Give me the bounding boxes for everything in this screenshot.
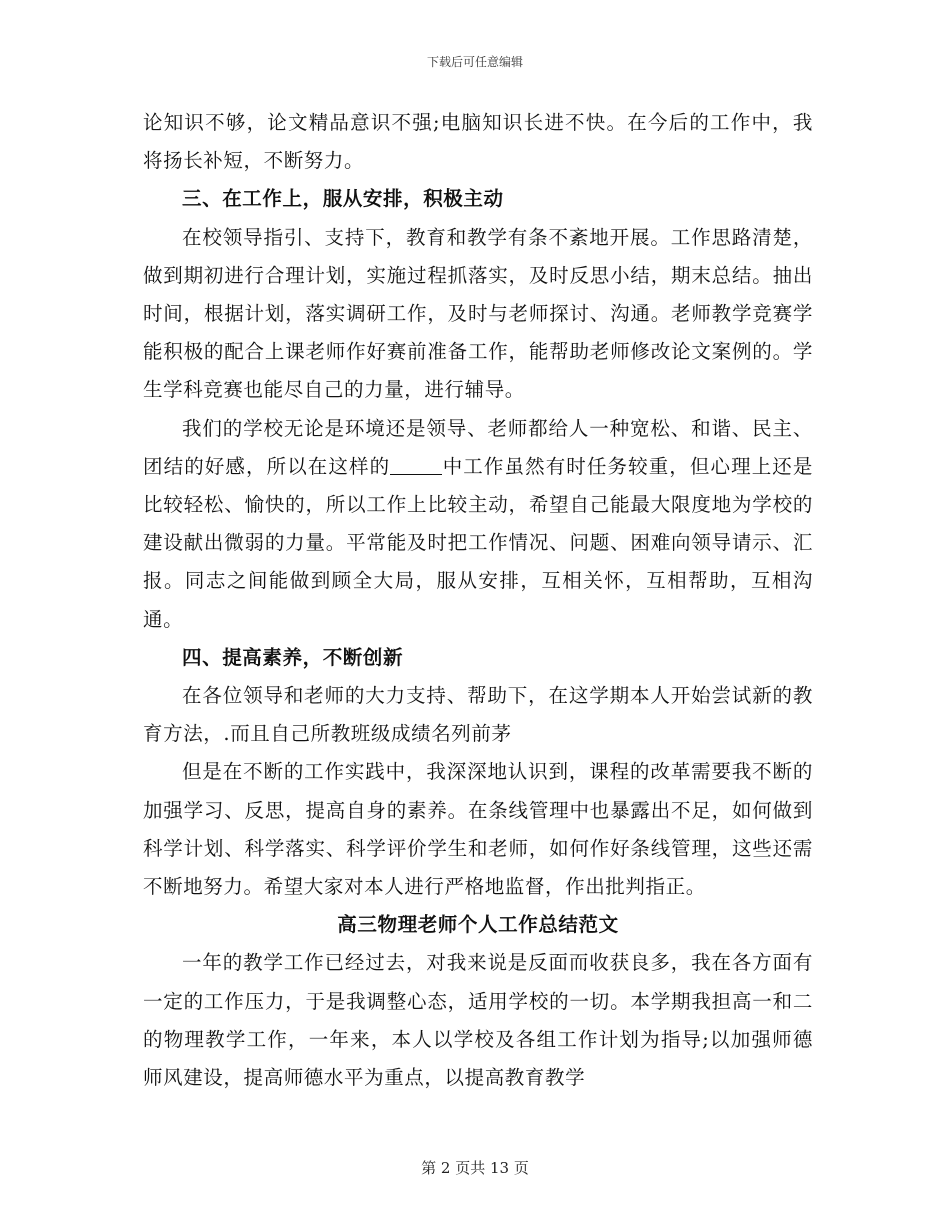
paragraph-school-environment-part1: 我们的学校无论是环境还是领导、老师都给人一种宽松、和谐、民主、团结的好感，所以在这样的	[143, 416, 813, 478]
fill-in-blank	[390, 454, 442, 475]
paragraph-physics-summary: 一年的教学工作已经过去，对我来说是反面而收获良多，我在各方面有一定的工作压力，于是我调整心态，适用学校的一切。本学期我担高一和二的物理教学工作，一年来，本人以学校及各组工作计划为指导;以加强师德师风建设，提高师德水平为重点，以提高教育教学	[143, 951, 813, 1090]
page-footer: 第 2 页共 13 页	[421, 1159, 529, 1177]
paragraph-reflection: 但是在不断的工作实践中，我深深地认识到，课程的改革需要我不断的加强学习、反思，提高自身的素养。在条线管理中也暴露出不足，如何做到科学计划、科学落实、科学评价学生和老师，如何作好条线管理，这些还需不断地努力。希望大家对本人进行严格地监督，作出批判指正。	[143, 760, 813, 899]
document-body	[143, 104, 813, 1097]
paragraph-continuation: 论知识不够，论文精品意识不强;电脑知识长进不快。在今后的工作中，我将扬长补短，不断努力。	[143, 111, 813, 173]
document-title: 高三物理老师个人工作总结范文	[337, 913, 619, 937]
paragraph-work-arrangement: 在校领导指引、支持下，教育和教学有条不紊地开展。工作思路清楚，做到期初进行合理计划，实施过程抓落实，及时反思小结，期末总结。抽出时间，根据计划，落实调研工作，及时与老师探讨、沟通。老师教学竞赛学能积极的配合上课老师作好赛前准备工作，能帮助老师修改论文案例的。学生学科竞赛也能尽自己的力量，进行辅导。	[143, 225, 813, 402]
section-heading-4: 四、提高素养，不断创新	[182, 645, 404, 669]
paragraph-new-methods: 在各位领导和老师的大力支持、帮助下，在这学期本人开始尝试新的教育方法，.而且自己所教班级成绩名列前茅	[143, 684, 813, 746]
paragraph-school-environment-part2: 中工作虽然有时任务较重，但心理上还是比较轻松、愉快的，所以工作上比较主动，希望自己能最大限度地为学校的建设献出微弱的力量。平常能及时把工作情况、问题、困难向领导请示、汇报。同志之间能做到顾全大局，服从安排，互相关怀，互相帮助，互相沟通。	[143, 454, 813, 631]
section-heading-3: 三、在工作上，服从安排，积极主动	[182, 187, 504, 211]
paragraph-school-environment	[143, 410, 813, 639]
page-header: 下载后可任意编辑	[426, 55, 523, 69]
